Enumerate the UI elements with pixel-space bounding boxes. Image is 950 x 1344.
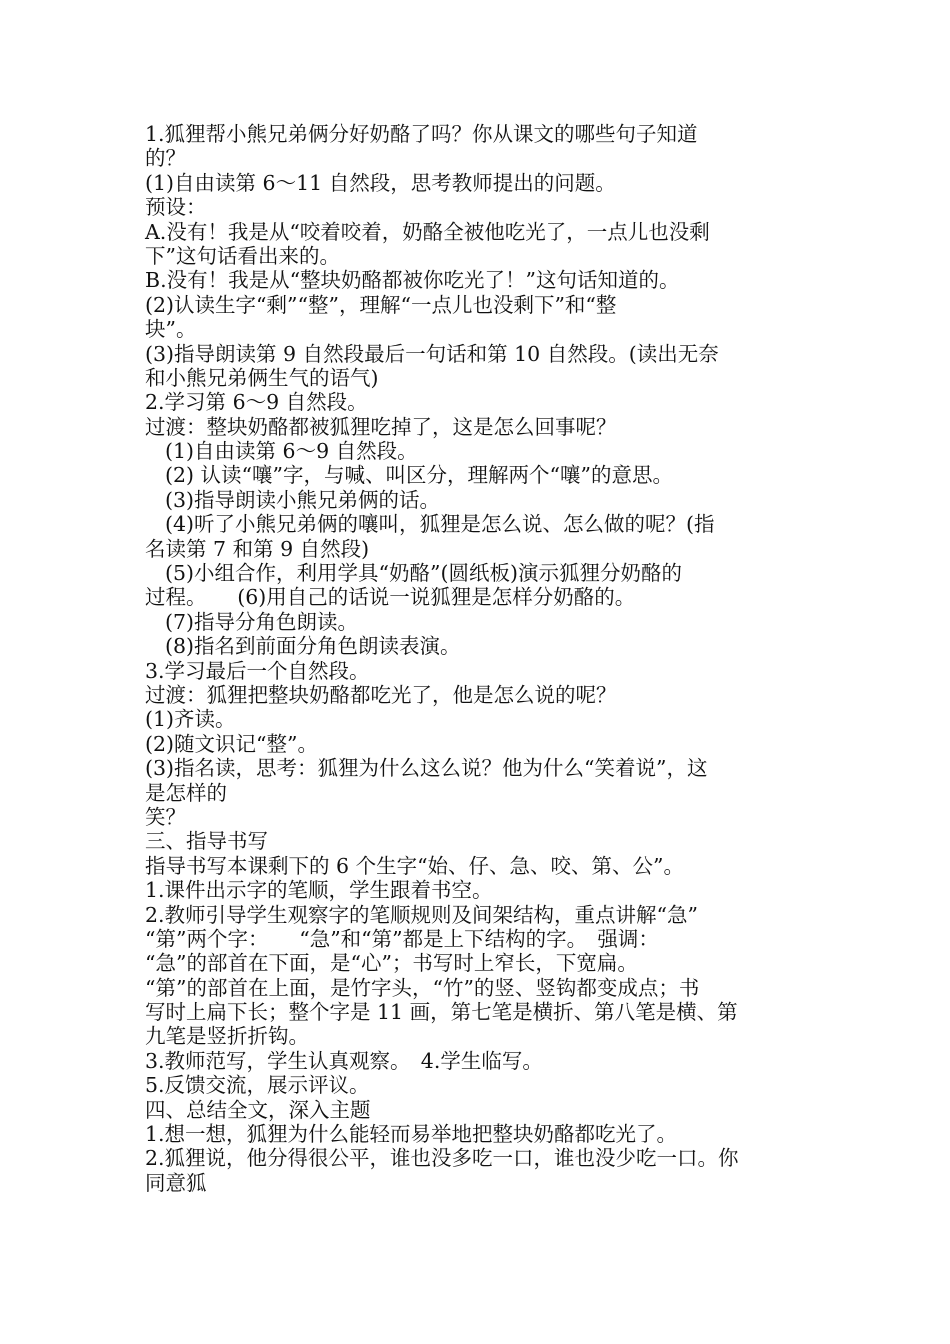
text-line: 过程。 (6)用自己的话说一说狐狸是怎样分奶酪的。 — [145, 585, 636, 610]
text-line: 三、指导书写 — [145, 829, 268, 854]
text-line: 下”这句话看出来的。 — [145, 243, 340, 268]
text-line: 和小熊兄弟俩生气的语气) — [145, 365, 379, 390]
text-line: B.没有！我是从“整块奶酪都被你吃光了！”这句话知道的。 — [145, 268, 680, 293]
text-line: A.没有！我是从“咬着咬着，奶酪全被他吃光了，一点儿也没剩 — [145, 219, 710, 244]
text-line: (3)指名读，思考：狐狸为什么这么说？他为什么“笑着说”，这 — [145, 756, 708, 781]
text-line: 过渡：整块奶酪都被狐狸吃掉了，这是怎么回事呢？ — [145, 414, 617, 439]
text-line: 3.学习最后一个自然段。 — [145, 658, 370, 683]
text-line: 写时上扁下长；整个字是 11 画，第七笔是横折、第八笔是横、第 — [145, 1000, 738, 1025]
text-line: 3.教师范写，学生认真观察。 4.学生临写。 — [145, 1048, 543, 1073]
text-line: (3)指导朗读第 9 自然段最后一句话和第 10 自然段。(读出无奈 — [145, 341, 719, 366]
text-line: 2.教师引导学生观察字的笔顺规则及间架结构，重点讲解“急” — [145, 902, 699, 927]
text-line: 2.学习第 6～9 自然段。 — [145, 390, 368, 415]
text-line: 1.狐狸帮小熊兄弟俩分好奶酪了吗？你从课文的哪些句子知道 — [145, 122, 698, 146]
text-line: (2)认读生字“剩”“整”，理解“一点儿也没剩下”和“整 — [145, 292, 617, 317]
text-line: (8)指名到前面分角色朗读表演。 — [165, 634, 461, 659]
text-line: 是怎样的 — [145, 780, 227, 805]
text-line: (2)随文识记“整”。 — [145, 731, 318, 756]
text-line: 四、总结全文，深入主题 — [145, 1097, 371, 1122]
text-line: 九笔是竖折折钩。 — [145, 1024, 309, 1049]
text-line: 指导书写本课剩下的 6 个生字“始、仔、急、咬、第、公”。 — [145, 853, 685, 878]
text-line: 过渡：狐狸把整块奶酪都吃光了，他是怎么说的呢？ — [145, 682, 617, 707]
text-line: 预设： — [145, 195, 207, 220]
text-line: (1)齐读。 — [145, 707, 236, 732]
document-body — [145, 122, 810, 1195]
text-line: 同意狐 — [145, 1170, 207, 1195]
text-line: 1.想一想，狐狸为什么能轻而易举地把整块奶酪都吃光了。 — [145, 1122, 678, 1147]
text-line: (1)自由读第 6～9 自然段。 — [165, 439, 418, 464]
text-line: (3)指导朗读小熊兄弟俩的话。 — [165, 487, 441, 512]
text-line: 的？ — [145, 146, 186, 171]
text-line: 1.课件出示字的笔顺，学生跟着书空。 — [145, 878, 493, 903]
text-line: “第”的部首在上面，是竹字头，“竹”的竖、竖钩都变成点；书 — [145, 975, 700, 1000]
text-line: (4)听了小熊兄弟俩的嚷叫，狐狸是怎么说、怎么做的呢？(指 — [165, 512, 715, 537]
text-line: (7)指导分角色朗读。 — [165, 609, 359, 634]
text-line: 笑？ — [145, 804, 186, 829]
text-line: 5.反馈交流，展示评议。 — [145, 1073, 370, 1098]
text-line: “急”的部首在下面，是“心”；书写时上窄长，下宽扁。 — [145, 951, 638, 976]
text-line: (1)自由读第 6～11 自然段，思考教师提出的问题。 — [145, 170, 616, 195]
text-line: (5)小组合作，利用学具“奶酪”(圆纸板)演示狐狸分奶酪的 — [165, 561, 682, 586]
text-line: 名读第 7 和第 9 自然段) — [145, 536, 370, 561]
text-line: 2.狐狸说，他分得很公平，谁也没多吃一口，谁也没少吃一口。你 — [145, 1146, 739, 1171]
text-line: “第”两个字： “急”和“第”都是上下结构的字。 强调： — [145, 926, 659, 951]
text-line: 块”。 — [145, 317, 197, 342]
text-line: (2) 认读“嚷”字，与喊、叫区分，理解两个“嚷”的意思。 — [165, 463, 673, 488]
